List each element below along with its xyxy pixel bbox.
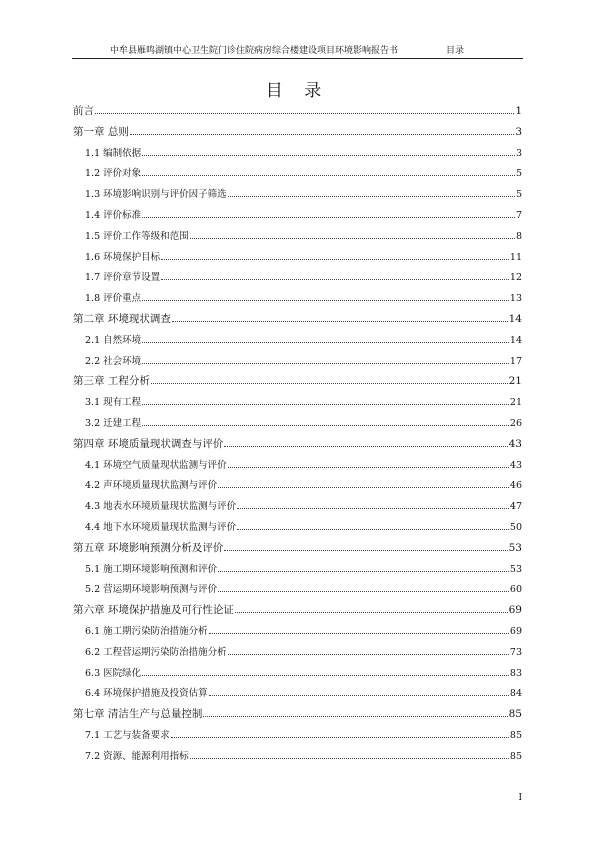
toc-entry-page: 53 [508, 541, 522, 554]
dot-leader [142, 154, 515, 156]
toc-entry-page: 85 [508, 708, 522, 721]
toc-section-entry[interactable] [73, 644, 522, 665]
running-header [72, 38, 523, 59]
toc-section-entry[interactable] [73, 727, 522, 748]
toc-entry-page: 46 [509, 480, 522, 492]
dot-leader [224, 549, 507, 551]
dot-leader [172, 320, 508, 322]
toc-entry-page: 69 [509, 625, 522, 637]
toc-entry-label: 6.4 环境保护措施及投资估算 [85, 688, 208, 700]
toc-entry-label: 7.1 工艺与装备要求 [85, 729, 170, 741]
toc-entry-page: 47 [509, 501, 522, 513]
toc-chapter-entry[interactable] [73, 373, 522, 394]
header-section: 目录 [446, 46, 465, 56]
dot-leader [142, 674, 509, 676]
toc-entry-page: 60 [509, 584, 522, 596]
toc-entry-label: 5.1 施工期环境影响预测和评价 [85, 563, 218, 575]
dot-leader [161, 258, 509, 260]
dot-leader [228, 653, 509, 655]
toc-entry-label: 3.1 现有工程 [85, 397, 142, 409]
dot-leader [228, 195, 515, 197]
toc-entry-label: 前言 [73, 105, 94, 117]
toc-section-entry[interactable] [73, 685, 522, 706]
toc-entry-label: 第二章 环境现状调查 [73, 312, 171, 325]
toc-entry-page: 12 [509, 272, 522, 284]
toc-section-entry[interactable] [73, 498, 522, 519]
toc-chapter-entry[interactable] [73, 540, 522, 561]
toc-entry-label: 1.8 评价重点 [85, 293, 142, 305]
toc-section-entry[interactable] [73, 561, 522, 582]
toc-section-entry[interactable] [73, 581, 522, 602]
toc-entry-label: 6.2 工程营运期污染防治措施分析 [85, 646, 227, 658]
dot-leader [142, 174, 515, 176]
toc-entry-label: 6.1 施工期污染防治措施分析 [85, 625, 208, 637]
toc-entry-label: 4.3 地表水环境质量现状监测与评价 [85, 501, 237, 513]
toc-entry-label: 第一章 总则 [73, 125, 129, 138]
toc-section-entry[interactable] [73, 519, 522, 540]
toc-section-entry[interactable] [73, 477, 522, 498]
toc-entry-page: 7 [515, 209, 522, 221]
toc-entry-page: 5 [515, 168, 522, 180]
toc-entry-page: 85 [509, 750, 522, 762]
toc-section-entry[interactable] [73, 269, 522, 290]
toc-section-entry[interactable] [73, 207, 522, 228]
header-title: 中牟县雁鸣湖镇中心卫生院门诊住院病房综合楼建设项目环境影响报告书 [110, 46, 399, 56]
dot-leader [237, 507, 509, 509]
table-of-contents [73, 103, 522, 769]
dot-leader [190, 237, 515, 239]
dot-leader [203, 715, 507, 717]
toc-entry-label: 1.3 环境影响识别与评价因子筛选 [85, 189, 227, 201]
toc-section-entry[interactable] [73, 353, 522, 374]
dot-leader [142, 341, 509, 343]
toc-section-entry[interactable] [73, 249, 522, 270]
toc-entry-label: 1.7 评价章节设置 [85, 272, 161, 284]
toc-chapter-entry[interactable] [73, 103, 522, 124]
dot-leader [218, 486, 509, 488]
dot-leader [142, 424, 509, 426]
toc-chapter-entry[interactable] [73, 436, 522, 457]
toc-entry-page: 14 [509, 334, 522, 346]
dot-leader [130, 133, 514, 135]
toc-entry-label: 1.2 评价对象 [85, 168, 142, 180]
toc-section-entry[interactable] [73, 332, 522, 353]
toc-title: 目 录 [265, 81, 330, 101]
toc-section-entry[interactable] [73, 186, 522, 207]
dot-leader [235, 611, 508, 613]
toc-entry-page: 53 [509, 563, 522, 575]
dot-leader [151, 382, 508, 384]
toc-section-entry[interactable] [73, 665, 522, 686]
toc-entry-label: 7.2 资源、能源利用指标 [85, 750, 189, 762]
toc-entry-label: 2.1 自然环境 [85, 334, 142, 346]
toc-chapter-entry[interactable] [73, 311, 522, 332]
toc-entry-label: 1.4 评价标准 [85, 209, 142, 221]
toc-entry-page: 8 [515, 230, 522, 242]
toc-entry-page: 17 [509, 355, 522, 367]
toc-section-entry[interactable] [73, 748, 522, 769]
toc-section-entry[interactable] [73, 623, 522, 644]
toc-entry-label: 1.5 评价工作等级和范围 [85, 230, 189, 242]
dot-leader [142, 362, 509, 364]
toc-entry-label: 4.1 环境空气质量现状监测与评价 [85, 459, 227, 471]
toc-chapter-entry[interactable] [73, 706, 522, 727]
dot-leader [224, 445, 507, 447]
dot-leader [218, 570, 509, 572]
toc-entry-label: 4.2 声环境质量现状监测与评价 [85, 480, 218, 492]
dot-leader [142, 299, 509, 301]
toc-entry-page: 85 [509, 729, 522, 741]
toc-entry-page: 21 [508, 375, 522, 388]
toc-entry-page: 43 [509, 459, 522, 471]
toc-section-entry[interactable] [73, 165, 522, 186]
toc-entry-label: 2.2 社会环境 [85, 355, 142, 367]
toc-section-entry[interactable] [73, 457, 522, 478]
toc-entry-page: 11 [509, 251, 522, 263]
toc-entry-label: 5.2 营运期环境影响预测与评价 [85, 584, 218, 596]
dot-leader [161, 278, 509, 280]
toc-entry-label: 第四章 环境质量现状调查与评价 [73, 437, 224, 450]
dot-leader [95, 112, 514, 114]
toc-entry-page: 84 [509, 688, 522, 700]
toc-entry-label: 1.1 编制依据 [85, 147, 142, 159]
toc-chapter-entry[interactable] [73, 124, 522, 145]
toc-entry-label: 第七章 清洁生产与总量控制 [73, 708, 203, 721]
page-number: I [518, 793, 522, 803]
dot-leader [237, 528, 509, 530]
toc-entry-page: 13 [509, 293, 522, 305]
toc-entry-label: 1.6 环境保护目标 [85, 251, 161, 263]
toc-entry-page: 3 [515, 125, 522, 138]
toc-entry-page: 14 [508, 312, 522, 325]
toc-entry-label: 6.3 医院绿化 [85, 667, 142, 679]
toc-entry-page: 5 [515, 189, 522, 201]
dot-leader [171, 736, 509, 738]
toc-section-entry[interactable] [73, 228, 522, 249]
toc-entry-page: 3 [515, 147, 522, 159]
toc-entry-label: 4.4 地下水环境质量现状监测与评价 [85, 521, 237, 533]
toc-entry-label: 第三章 工程分析 [73, 375, 150, 388]
dot-leader [218, 590, 509, 592]
toc-entry-page: 69 [508, 604, 522, 617]
dot-leader [190, 757, 509, 759]
toc-section-entry[interactable] [73, 145, 522, 166]
dot-leader [142, 403, 509, 405]
toc-chapter-entry[interactable] [73, 602, 522, 623]
toc-entry-label: 第六章 环境保护措施及可行性论证 [73, 604, 234, 617]
dot-leader [142, 216, 515, 218]
toc-entry-label: 3.2 迁建工程 [85, 417, 142, 429]
toc-section-entry[interactable] [73, 394, 522, 415]
toc-entry-page: 26 [509, 417, 522, 429]
toc-entry-page: 43 [508, 437, 522, 450]
toc-entry-page: 1 [515, 105, 522, 117]
toc-entry-page: 73 [509, 646, 522, 658]
dot-leader [209, 694, 509, 696]
toc-entry-label: 第五章 环境影响预测分析及评价 [73, 541, 224, 554]
dot-leader [209, 632, 509, 634]
toc-section-entry[interactable] [73, 415, 522, 436]
dot-leader [228, 466, 509, 468]
toc-entry-page: 21 [509, 397, 522, 409]
toc-entry-page: 50 [509, 521, 522, 533]
toc-section-entry[interactable] [73, 290, 522, 311]
toc-entry-page: 83 [509, 667, 522, 679]
